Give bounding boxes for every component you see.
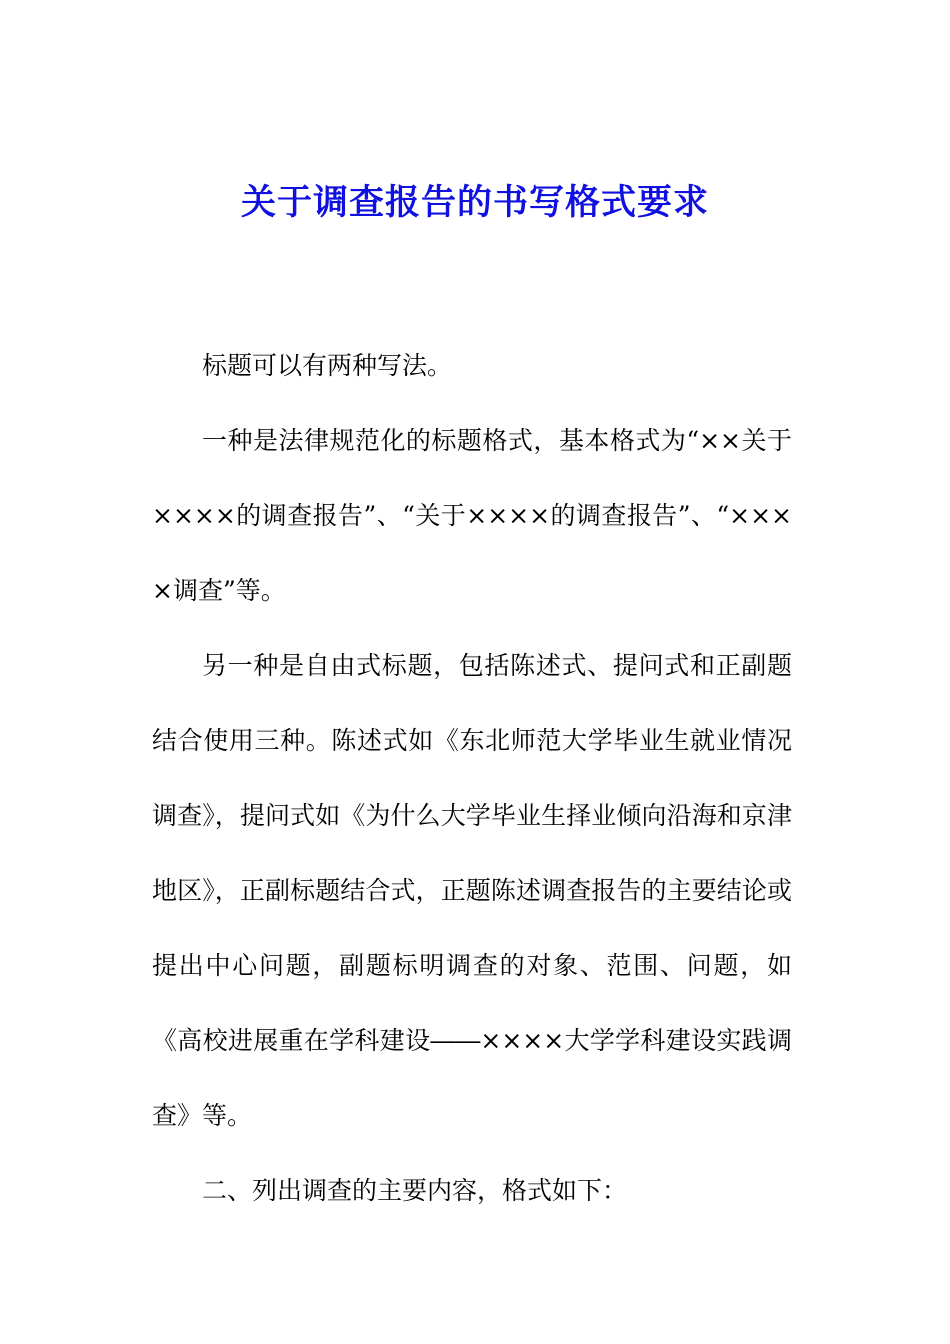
paragraph-section-two: 二、列出调查的主要内容，格式如下：: [202, 1176, 628, 1205]
document-title: 关于调查报告的书写格式要求: [240, 182, 709, 223]
document-body: [152, 328, 792, 1228]
paragraph-formal-title: 一种是法律规范化的标题格式，基本格式为“××关于××××的调查报告”、“关于××××的调查报告”、“××××调查”等。: [152, 426, 792, 605]
paragraph-title-intro: 标题可以有两种写法。: [202, 351, 453, 380]
paragraph-free-title: 另一种是自由式标题，包括陈述式、提问式和正副题结合使用三种。陈述式如《东北师范大学毕业生就业情况调查》，提问式如《为什么大学毕业生择业倾向沿海和京津地区》，正副标题结合式，正题陈述调查报告的主要结论或提出中心问题，副题标明调查的对象、范围、问题，如《高校进展重在学科建设――××××大学学科建设实践调查》等。: [152, 651, 792, 1130]
